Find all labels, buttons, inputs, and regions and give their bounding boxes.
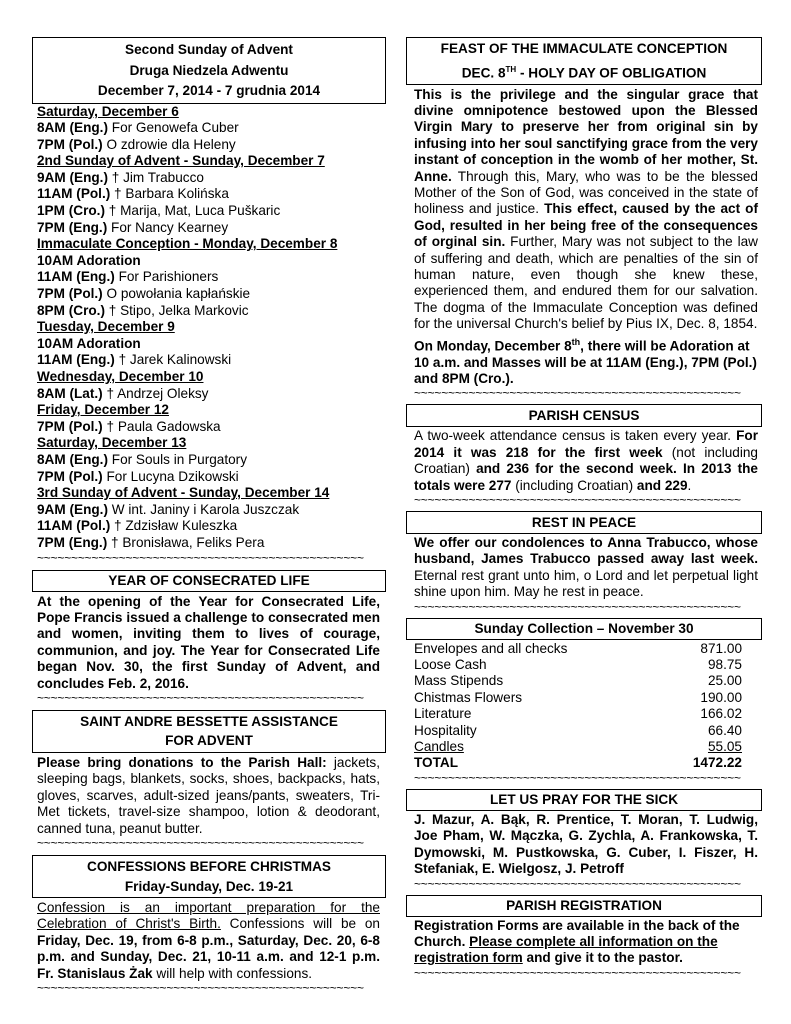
schedule-mass-line bbox=[37, 286, 386, 303]
schedule-mass-line bbox=[37, 253, 386, 270]
feast-bold-2: This effect, caused by the act of God, resulted in her being free of the consequences of orginal sin. bbox=[414, 201, 758, 250]
feast-monday-a: On Monday, December 8 bbox=[414, 338, 572, 354]
mass-time: 11AM (Eng.) bbox=[37, 352, 115, 368]
divider: ~~~~~~~~~~~~~~~~~~~~~~~~~~~~~~~~~~~~~~~~~~~~~~~~ bbox=[414, 494, 741, 507]
feast-date: DEC. 8 bbox=[461, 65, 506, 81]
mass-time: 10AM Adoration bbox=[37, 252, 141, 268]
schedule-mass-line bbox=[37, 137, 386, 154]
mass-time: 8AM (Eng.) bbox=[37, 120, 108, 136]
mass-time: 7PM (Eng.) bbox=[37, 219, 108, 235]
mass-time: 11AM (Pol.) bbox=[37, 186, 111, 202]
mass-schedule bbox=[32, 104, 386, 552]
feast-heading-line2 bbox=[407, 60, 761, 84]
feast-bold-1: This is the privilege and the singular grace that divine omnipotence bestowed upon the Blessed Virgin Mary to preserve her from original sin by infusing into her soul sanctifying grace from the very instant of conception in the womb of her mother, St. Anne. bbox=[414, 86, 758, 184]
schedule-mass-line bbox=[37, 386, 386, 403]
mass-time: 7PM (Pol.) bbox=[37, 418, 103, 434]
schedule-day-heading: Saturday, December 6 bbox=[37, 103, 179, 119]
divider: ~~~~~~~~~~~~~~~~~~~~~~~~~~~~~~~~~~~~~~~~~~~~~~~~ bbox=[37, 982, 364, 996]
feast-obligation: - HOLY DAY OF OBLIGATION bbox=[516, 65, 707, 81]
collection-label: Literature bbox=[414, 706, 472, 722]
mass-intention: O powołania kapłańskie bbox=[102, 286, 251, 302]
collection-total-row bbox=[406, 755, 762, 771]
mass-time: 7PM (Pol.) bbox=[37, 468, 103, 484]
collection-label: Hospitality bbox=[414, 722, 477, 738]
sick-heading-text: LET US PRAY FOR THE SICK bbox=[489, 791, 679, 807]
confessions-end: will help with confessions. bbox=[152, 965, 313, 981]
schedule-mass-line bbox=[37, 170, 386, 187]
census-b3: and 229 bbox=[636, 477, 688, 493]
mass-time: 8AM (Lat.) bbox=[37, 385, 103, 401]
registration-p2: and give it to the pastor. bbox=[522, 950, 683, 966]
confessions-times: Friday, Dec. 19, from 6-8 p.m., Saturday, Dec. 20, 6-8 p.m. and Sunday, Dec. 21, 10-11 a.m. and 12-1 p.m. Fr. Stanislaus Żak bbox=[37, 932, 380, 981]
collection-value: 66.40 bbox=[707, 722, 742, 738]
mass-time: 7PM (Eng.) bbox=[37, 534, 108, 550]
registration-heading bbox=[406, 895, 762, 917]
mass-time: 9AM (Eng.) bbox=[37, 501, 108, 517]
divider: ~~~~~~~~~~~~~~~~~~~~~~~~~~~~~~~~~~~~~~~~~~~~~~~~ bbox=[414, 600, 741, 614]
collection-row bbox=[406, 690, 762, 706]
mass-time: 10AM Adoration bbox=[37, 335, 141, 351]
census-p4: . bbox=[687, 477, 692, 493]
census-p3: (including Croatian) bbox=[511, 477, 637, 493]
census-b2: and 236 for the second week. In 2013 the totals were 277 bbox=[414, 461, 758, 493]
collection-label: Chistmas Flowers bbox=[414, 689, 523, 705]
divider: ~~~~~~~~~~~~~~~~~~~~~~~~~~~~~~~~~~~~~~~~~~~~~~~~ bbox=[37, 837, 364, 850]
collection-row bbox=[406, 723, 762, 739]
collection-value: 25.00 bbox=[707, 673, 742, 689]
feast-plain-1: Through this, Mary, who was to be the blessed Mother of the Son of God, was conceived in the state of holiness and justice. bbox=[414, 168, 758, 217]
census-b1: For 2014 it was 218 for the first week bbox=[414, 428, 758, 460]
mass-intention: † Paula Gadowska bbox=[102, 418, 221, 434]
feast-body bbox=[406, 85, 762, 333]
feast-monday-sup: th bbox=[571, 336, 581, 347]
schedule-mass-line bbox=[37, 186, 386, 203]
mass-intention: † Jarek Kalinowski bbox=[114, 352, 232, 368]
sick-heading bbox=[406, 789, 762, 811]
schedule-mass-line bbox=[37, 303, 386, 320]
collection-label: Candles bbox=[414, 739, 464, 755]
mass-intention: For Genowefa Cuber bbox=[107, 120, 239, 136]
feast-monday bbox=[406, 333, 762, 388]
bessette-heading-line1: SAINT ANDRE BESSETTE ASSISTANCE bbox=[80, 713, 338, 729]
bessette-lead: Please bring donations to the Parish Hall: bbox=[37, 754, 327, 770]
feast-date-suffix: TH bbox=[505, 64, 517, 74]
schedule-day-heading: 2nd Sunday of Advent - Sunday, December 7 bbox=[37, 153, 325, 169]
mass-intention: For Lucyna Dzikowski bbox=[102, 468, 239, 484]
collection-value: 98.75 bbox=[707, 657, 742, 673]
bessette-heading bbox=[32, 710, 386, 753]
schedule-mass-line bbox=[37, 502, 386, 519]
consecrated-body: At the opening of the Year for Consecrated Life, Pope Francis issued a challenge to consecrated men and women, inviting them to lives of courage, communion, and joy. The Year for Consecrated Life began Nov. 30, the first Sunday of Advent, and concludes Feb. 2, 2016. bbox=[37, 593, 380, 691]
mass-intention: † Jim Trabucco bbox=[107, 169, 204, 185]
schedule-mass-line bbox=[37, 220, 386, 237]
mass-intention: † Barbara Kolińska bbox=[110, 186, 229, 202]
collection-value: 166.02 bbox=[700, 706, 742, 722]
mass-intention: For Nancy Kearney bbox=[107, 219, 229, 235]
collection-row bbox=[406, 706, 762, 722]
schedule-mass-line bbox=[37, 469, 386, 486]
feast-heading-line1: FEAST OF THE IMMACULATE CONCEPTION bbox=[440, 41, 728, 56]
mass-intention: For Parishioners bbox=[114, 269, 219, 285]
mass-intention: † Stipo, Jelka Markovic bbox=[104, 302, 249, 318]
schedule-mass-line bbox=[37, 452, 386, 469]
schedule-date: December 7, 2014 - 7 grudnia 2014 bbox=[97, 83, 321, 98]
schedule-mass-line bbox=[37, 203, 386, 220]
divider: ~~~~~~~~~~~~~~~~~~~~~~~~~~~~~~~~~~~~~~~~~~~~~~~~ bbox=[37, 691, 364, 705]
schedule-mass-line bbox=[37, 518, 386, 535]
confessions-mid: Confessions will be on bbox=[220, 916, 380, 932]
rip-body bbox=[406, 534, 762, 601]
mass-time: 11AM (Eng.) bbox=[37, 269, 115, 285]
mass-intention: † Andrzej Oleksy bbox=[102, 385, 209, 401]
collection-table bbox=[406, 640, 762, 756]
mass-intention: For Souls in Purgatory bbox=[107, 451, 248, 467]
right-column bbox=[406, 37, 762, 980]
divider: ~~~~~~~~~~~~~~~~~~~~~~~~~~~~~~~~~~~~~~~~~~~~~~~~ bbox=[37, 551, 364, 565]
confessions-heading-line1: CONFESSIONS BEFORE CHRISTMAS bbox=[87, 859, 331, 874]
collection-label: Envelopes and all checks bbox=[414, 640, 568, 656]
collection-total-value: 1472.22 bbox=[692, 755, 742, 771]
mass-intention: O zdrowie dla Heleny bbox=[102, 136, 236, 152]
divider: ~~~~~~~~~~~~~~~~~~~~~~~~~~~~~~~~~~~~~~~~~~~~~~~~ bbox=[414, 966, 741, 980]
census-body bbox=[406, 427, 762, 494]
schedule-mass-line bbox=[37, 269, 386, 286]
mass-time: 8PM (Cro.) bbox=[37, 302, 105, 318]
collection-row bbox=[406, 739, 762, 755]
mass-time: 7PM (Pol.) bbox=[37, 286, 103, 302]
schedule-mass-line bbox=[37, 352, 386, 369]
confessions-intro: Confession is an important preparation for the Celebration of Christ's Birth. bbox=[37, 900, 380, 932]
confessions-body bbox=[32, 898, 386, 982]
collection-total-label: TOTAL bbox=[414, 755, 459, 771]
bessette-heading-line2: FOR ADVENT bbox=[165, 733, 253, 749]
mass-intention: † Marija, Mat, Luca Puškaric bbox=[104, 203, 281, 219]
consecrated-heading bbox=[32, 570, 386, 592]
collection-label: Mass Stipends bbox=[414, 673, 504, 689]
rip-bold: We offer our condolences to Anna Trabucco, whose husband, James Trabucco passed away last week. bbox=[414, 535, 758, 567]
divider: ~~~~~~~~~~~~~~~~~~~~~~~~~~~~~~~~~~~~~~~~~~~~~~~~ bbox=[414, 771, 741, 785]
registration-u1: Please complete all information on the registration form bbox=[414, 933, 718, 966]
feast-plain-2: Further, Mary was not subject to the law of suffering and death, which are penalties of the sin of human nature, even though she knew these, experienced them, and endured them for our salvation. The dogma of the Immaculate Conception was defined for the universal Church's belief by Pius IX, Dec. 8, 1854. bbox=[414, 234, 758, 332]
schedule-day-heading: 3rd Sunday of Advent - Sunday, December 14 bbox=[37, 485, 330, 501]
schedule-day-heading: Friday, December 12 bbox=[37, 402, 169, 418]
rip-plain: Eternal rest grant unto him, o Lord and let perpetual light shine upon him. May he rest in peace. bbox=[414, 567, 758, 600]
mass-time: 8AM (Eng.) bbox=[37, 451, 108, 467]
rip-heading-text: REST IN PEACE bbox=[531, 515, 637, 530]
census-p2: (not including Croatian) bbox=[414, 444, 758, 477]
schedule-title-pl: Druga Niedzela Adwentu bbox=[129, 62, 289, 78]
census-heading bbox=[406, 404, 762, 427]
census-heading-text: PARISH CENSUS bbox=[528, 408, 640, 424]
collection-value: 190.00 bbox=[700, 689, 742, 705]
collection-value: 55.05 bbox=[707, 739, 742, 755]
schedule-mass-line bbox=[37, 535, 386, 552]
schedule-day-heading: Immaculate Conception - Monday, December 8 bbox=[37, 236, 338, 252]
left-column bbox=[32, 37, 386, 995]
mass-time: 9AM (Eng.) bbox=[37, 169, 108, 185]
collection-label: Loose Cash bbox=[414, 657, 487, 673]
rip-heading bbox=[406, 511, 762, 534]
mass-intention: † Bronisława, Feliks Pera bbox=[107, 534, 265, 550]
registration-heading-text: PARISH REGISTRATION bbox=[506, 897, 662, 913]
mass-time: 7PM (Pol.) bbox=[37, 136, 103, 152]
bessette-body bbox=[32, 753, 386, 837]
mass-intention: † Zdzisław Kuleszka bbox=[110, 518, 238, 534]
schedule-day-heading: Wednesday, December 10 bbox=[37, 369, 204, 384]
collection-value: 871.00 bbox=[700, 640, 742, 656]
census-p1: A two-week attendance census is taken every year. bbox=[414, 428, 737, 444]
feast-heading bbox=[406, 37, 762, 85]
collection-heading bbox=[406, 618, 762, 640]
sick-body: J. Mazur, A. Bąk, R. Prentice, T. Moran, T. Ludwig, Joe Pham, W. Mączka, G. Zychla, A. Frankowska, T. Dymowski, M. Pustkowska, G. Cuber, I. Fiszer, H. Stefaniak, E. Wielgosz, J. Petroff bbox=[414, 811, 758, 877]
collection-row bbox=[406, 641, 762, 657]
mass-intention: W int. Janiny i Karola Juszczak bbox=[107, 501, 300, 517]
confessions-heading bbox=[32, 855, 386, 898]
schedule-mass-line bbox=[37, 336, 386, 353]
divider: ~~~~~~~~~~~~~~~~~~~~~~~~~~~~~~~~~~~~~~~~~~~~~~~~ bbox=[414, 387, 741, 401]
collection-row bbox=[406, 673, 762, 689]
schedule-mass-line bbox=[37, 120, 386, 137]
registration-body bbox=[406, 917, 762, 967]
collection-heading-text: Sunday Collection – November 30 bbox=[474, 620, 694, 636]
schedule-title-en: Second Sunday of Advent bbox=[125, 42, 293, 57]
schedule-day-heading: Tuesday, December 9 bbox=[37, 319, 175, 335]
divider: ~~~~~~~~~~~~~~~~~~~~~~~~~~~~~~~~~~~~~~~~~~~~~~~~ bbox=[414, 877, 741, 891]
mass-time: 11AM (Pol.) bbox=[37, 518, 111, 534]
schedule-mass-line bbox=[37, 419, 386, 436]
feast-monday-b: , there will be Adoration at 10 a.m. and Masses will be at 11AM (Eng.), 7PM (Pol.) and 8PM (Cro.). bbox=[414, 338, 757, 386]
schedule-day-heading: Saturday, December 13 bbox=[37, 435, 187, 451]
bessette-items: jackets, sleeping bags, blankets, socks, shoes, backpacks, hats, gloves, scarves, adult-sized jeans/pants, sweaters, Tri-Met tickets, travel-size shampoo, lotion & deodorant, canned tuna, peanut butter. bbox=[37, 754, 380, 836]
confessions-heading-line2: Friday-Sunday, Dec. 19-21 bbox=[124, 878, 294, 894]
collection-row bbox=[406, 657, 762, 673]
mass-time: 1PM (Cro.) bbox=[37, 203, 105, 219]
registration-p1: Registration Forms are available in the back of the Church. bbox=[414, 917, 740, 949]
consecrated-heading-text: YEAR OF CONSECRATED LIFE bbox=[108, 572, 310, 588]
schedule-heading-box bbox=[32, 37, 386, 104]
